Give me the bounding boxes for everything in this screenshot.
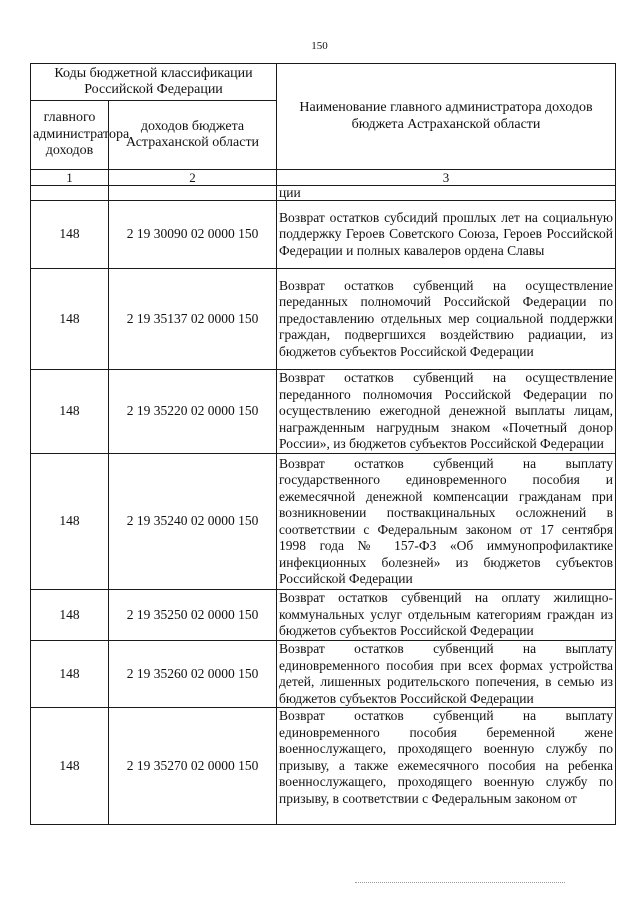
- column-number-2: 2: [109, 170, 277, 186]
- income-code: 2 19 35260 02 0000 150: [109, 641, 277, 708]
- continuation-cell-1: [31, 186, 109, 201]
- column-number-3: 3: [277, 170, 616, 186]
- table-row: [31, 708, 616, 825]
- income-name: Возврат остатков субвенций на оплату жилищно-коммунальных услуг отдельным категориям граждан из бюджетов субъектов Российской Федерации: [277, 590, 616, 641]
- continuation-row: [31, 186, 616, 201]
- admin-code: 148: [31, 201, 109, 269]
- column-number-1: 1: [31, 170, 109, 186]
- header-income: доходов бюджета Астраханской области: [109, 101, 277, 170]
- admin-code: 148: [31, 590, 109, 641]
- admin-code: 148: [31, 269, 109, 370]
- income-name: Возврат остатков субвенций на осуществление переданного полномочия Российской Федерации по осуществлению ежегодной денежной выплаты лицам, награжденным нагрудным знаком «Почетный донор России», из бюджетов субъектов Российской Федерации: [277, 370, 616, 454]
- income-name: Возврат остатков субвенций на выплату единовременного пособия беременной жене военнослужащего, проходящего военную службу по призыву, а также ежемесячного пособия на ребенка военнослужащего, проходящего военную службу по призыву, в соответствии с Федеральным законом от: [279, 708, 614, 806]
- table-row: [31, 370, 616, 454]
- income-code: 2 19 35220 02 0000 150: [109, 370, 277, 454]
- income-code: 2 19 35240 02 0000 150: [109, 454, 277, 590]
- continuation-cell-2: [109, 186, 277, 201]
- header-admin: главного администратора доходов: [31, 101, 109, 170]
- table-row: [31, 590, 616, 641]
- admin-code: 148: [31, 708, 109, 825]
- header-row-group: [31, 64, 616, 101]
- income-name: Возврат остатков субсидий прошлых лет на социальную поддержку Героев Советского Союза, Героев Российской Федерации и полных кавалеров ордена Славы: [277, 201, 616, 269]
- header-row-numbers: [31, 170, 616, 186]
- table-row: [31, 269, 616, 370]
- continuation-text: ции: [277, 186, 616, 201]
- income-code: 2 19 35270 02 0000 150: [109, 708, 277, 825]
- table-row: [31, 201, 616, 269]
- admin-code: 148: [31, 641, 109, 708]
- table-row: [31, 454, 616, 590]
- income-name-cell: [277, 708, 616, 825]
- page-number: 150: [311, 40, 328, 52]
- header-name: Наименование главного администратора доходов бюджета Астраханской области: [277, 64, 616, 170]
- header-codes-group: Коды бюджетной классификации Российской Федерации: [31, 64, 277, 101]
- admin-code: 148: [31, 370, 109, 454]
- income-name: Возврат остатков субвенций на выплату государственного единовременного пособия и ежемесячной денежной компенсации гражданам при возникновении поствакцинальных осложнений в соответствии с Федеральным законом от 17 сентября 1998 года № 157-ФЗ «Об иммунопрофилактике инфекционных болезней» из бюджетов субъектов Российской Федерации: [277, 454, 616, 590]
- admin-code: 148: [31, 454, 109, 590]
- income-name: Возврат остатков субвенций на выплату единовременного пособия при всех формах устройства детей, лишенных родительского попечения, в семью из бюджетов субъектов Российской Федерации: [277, 641, 616, 708]
- scan-edge-line: [355, 882, 565, 883]
- table-row: [31, 641, 616, 708]
- income-code: 2 19 35137 02 0000 150: [109, 269, 277, 370]
- income-code: 2 19 35250 02 0000 150: [109, 590, 277, 641]
- income-code: 2 19 30090 02 0000 150: [109, 201, 277, 269]
- income-name: Возврат остатков субвенций на осуществление переданных полномочий Российской Федерации по предоставлению отдельных мер социальной поддержки граждан, подвергшихся воздействию радиации, из бюджетов субъектов Российской Федерации: [277, 269, 616, 370]
- budget-classification-table: [30, 63, 616, 825]
